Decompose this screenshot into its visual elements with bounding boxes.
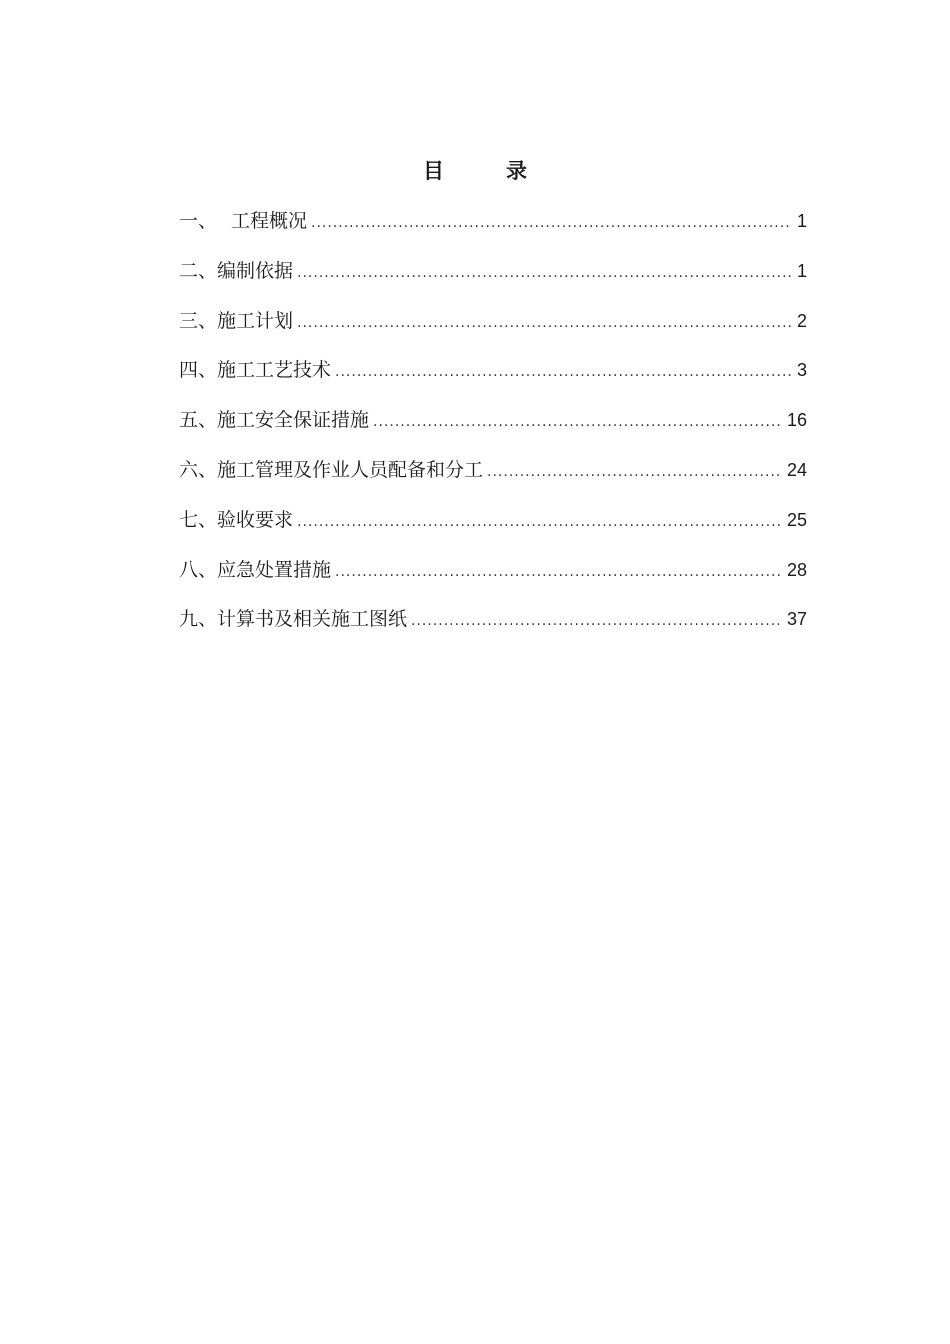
toc-entry[interactable]	[179, 504, 807, 554]
toc-title-char-1: 目	[423, 159, 444, 183]
toc-entry-label: 验收要求	[217, 508, 294, 531]
toc-leader-dots	[335, 556, 781, 588]
toc-entry-number: 四、	[179, 359, 218, 382]
toc-entry-label: 施工计划	[217, 309, 294, 332]
toc-entry[interactable]	[179, 354, 807, 404]
toc-title	[0, 156, 950, 186]
toc-entry-label: 施工安全保证措施	[217, 409, 370, 432]
toc-leader-dots	[411, 605, 781, 637]
toc-entry-number: 七、	[179, 508, 218, 531]
toc-title-char-2: 录	[506, 159, 527, 183]
toc-leader-dots	[373, 406, 781, 438]
toc-entry-number: 八、	[179, 558, 218, 581]
toc-entry-label: 计算书及相关施工图纸	[217, 608, 408, 631]
toc-entry-page: 25	[786, 509, 807, 530]
toc-leader-dots	[311, 207, 791, 239]
toc-entry-number: 二、	[179, 259, 218, 282]
toc-entry[interactable]	[179, 454, 807, 504]
toc-entry-label: 应急处置措施	[217, 558, 332, 581]
toc-entry-number: 九、	[179, 608, 218, 631]
toc-entry-page: 3	[796, 360, 807, 381]
toc-leader-dots	[335, 356, 791, 388]
toc-entry-number: 三、	[179, 309, 218, 332]
toc-entry[interactable]	[179, 554, 807, 604]
toc-entry-number: 五、	[179, 409, 218, 432]
toc-entry[interactable]	[179, 305, 807, 355]
toc-leader-dots	[297, 307, 791, 339]
toc-entry[interactable]	[179, 603, 807, 653]
toc-entry-page: 1	[796, 211, 807, 231]
toc-entry-page: 24	[786, 459, 807, 480]
toc-entry-page: 2	[796, 310, 807, 331]
toc-entry-number: 六、	[179, 458, 218, 481]
toc-entry-label: 施工工艺技术	[217, 359, 332, 382]
toc-entry[interactable]	[179, 255, 807, 305]
toc-list	[179, 205, 807, 653]
toc-entry-page: 37	[786, 609, 807, 630]
toc-entry-page: 28	[786, 559, 807, 580]
toc-entry-label: 编制依据	[217, 259, 294, 282]
toc-entry[interactable]	[179, 404, 807, 454]
toc-leader-dots	[297, 506, 781, 538]
toc-entry-label: 施工管理及作业人员配备和分工	[217, 458, 484, 481]
toc-leader-dots	[487, 456, 781, 488]
toc-entry[interactable]	[179, 205, 807, 255]
toc-entry-page: 1	[796, 260, 807, 281]
toc-leader-dots	[297, 257, 791, 289]
toc-entry-page: 16	[786, 410, 807, 431]
toc-entry-label: 工程概况	[231, 210, 308, 232]
toc-entry-number: 一、	[179, 210, 218, 232]
